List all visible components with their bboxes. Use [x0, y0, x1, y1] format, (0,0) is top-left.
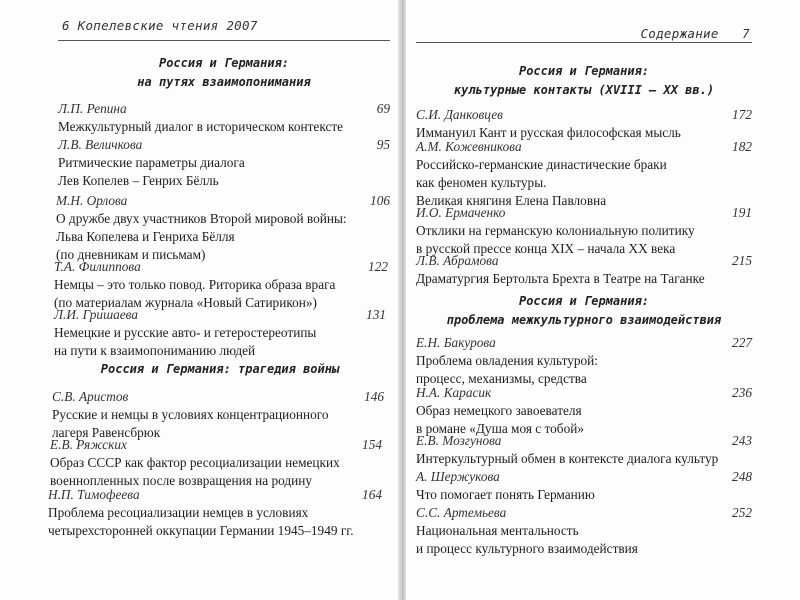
toc-entry[interactable]: [416, 468, 752, 504]
entry-page-number: 172: [732, 107, 752, 122]
entry-page-number: 164: [362, 487, 382, 502]
entry-title-line: и процесс культурного взаимодействия: [416, 541, 638, 556]
entry-title-line: Интеркультурный обмен в контексте диалога культур: [416, 451, 719, 466]
right-page: [406, 0, 800, 600]
entry-title-line: Великая княгиня Елена Павловна: [416, 193, 607, 208]
entry-page-number: 248: [732, 469, 752, 484]
toc-entry[interactable]: [54, 306, 386, 360]
entry-author: Л.В. Величкова: [58, 137, 143, 152]
entry-title-line: процесс, механизмы, средства: [416, 371, 587, 386]
entry-author: Т.А. Филиппова: [54, 259, 141, 274]
toc-entry[interactable]: [416, 504, 752, 558]
section-title: [54, 360, 386, 379]
section-title: [416, 292, 752, 330]
entry-page-number: 191: [732, 205, 752, 220]
entry-page-number: 215: [732, 253, 752, 268]
entry-page-number: 252: [732, 505, 752, 520]
entry-title-line: Что помогает понять Германию: [416, 487, 595, 502]
section-title-line: Россия и Германия: трагедия войны: [100, 362, 340, 376]
entry-title-line: Образ немецкого завоевателя: [416, 403, 582, 418]
entry-title-line: Проблема овладения культурой:: [416, 353, 598, 368]
entry-page-number: 182: [732, 139, 752, 154]
entry-author: Н.П. Тимофеева: [48, 487, 140, 502]
entry-title-line: Проблема ресоциализации немцев в условиях: [48, 505, 309, 520]
left-page: [0, 0, 398, 600]
entry-page-number: 131: [366, 307, 386, 322]
entry-title-line: Иммануил Кант и русская философская мысль: [416, 125, 681, 140]
section-title: [58, 54, 390, 92]
entry-title-line: (по дневникам и письмам): [56, 247, 206, 262]
header-rule-right: [416, 42, 752, 43]
entry-author: С.И. Данковцев: [416, 107, 503, 122]
entry-title-line: в русской прессе конца XIX – начала XX века: [416, 241, 676, 256]
toc-entry[interactable]: [48, 486, 384, 540]
entry-title-line: Драматургия Бертольта Брехта в Театре на Таганке: [416, 271, 705, 286]
entry-author: Л.И. Гришаева: [54, 307, 138, 322]
entry-author: Л.В. Абрамова: [416, 253, 499, 268]
entry-page-number: 69: [376, 101, 390, 116]
entry-title-line: как феномен культуры.: [416, 175, 547, 190]
toc-entry[interactable]: [416, 334, 752, 388]
entry-author: Л.П. Репина: [58, 101, 127, 116]
entry-title-line: Немцы – это только повод. Риторика образа врага: [54, 277, 336, 292]
toc-entry[interactable]: [50, 436, 384, 490]
toc-entry[interactable]: [52, 388, 386, 442]
toc-entry[interactable]: [416, 252, 752, 288]
entry-title-line: Лев Копелев – Генрих Бёлль: [58, 173, 219, 188]
toc-entry[interactable]: [416, 384, 752, 438]
toc-entry[interactable]: [416, 204, 752, 258]
entry-author: Е.В. Мозгунова: [416, 433, 502, 448]
section-title-line: Россия и Германия:: [518, 64, 650, 78]
entry-title-line: четырехсторонней оккупации Германии 1945–1949 гг.: [48, 523, 354, 538]
toc-entry[interactable]: [54, 258, 388, 312]
header-rule-left: [58, 40, 390, 41]
section-title-line: проблема межкультурного взаимодействия: [446, 313, 722, 327]
entry-page-number: 227: [732, 335, 752, 350]
entry-title-line: на пути к взаимопониманию людей: [54, 343, 256, 358]
toc-entry[interactable]: [416, 106, 752, 142]
book-spine: [398, 0, 406, 600]
entry-title-line: Ритмические параметры диалога: [58, 155, 245, 170]
entry-author: А. Шержукова: [416, 469, 500, 484]
entry-page-number: 154: [362, 437, 382, 452]
entry-title-line: Немецкие и русские авто- и гетеростереотипы: [54, 325, 317, 340]
toc-entry[interactable]: [58, 100, 390, 136]
entry-author: С.В. Аристов: [52, 389, 129, 404]
entry-title-line: военнопленных после возвращения на родину: [50, 473, 313, 488]
entry-author: Е.Н. Бакурова: [416, 335, 496, 350]
entry-title-line: Льва Копелева и Генриха Бёлля: [56, 229, 235, 244]
entry-title-line: в романе «Душа моя с тобой»: [416, 421, 584, 436]
entry-page-number: 95: [376, 137, 390, 152]
entry-title-line: Образ СССР как фактор ресоциализации немецких: [50, 455, 340, 470]
entry-author: С.С. Артемьева: [416, 505, 507, 520]
entry-title-line: О дружбе двух участников Второй мировой войны:: [56, 211, 347, 226]
toc-entry[interactable]: [58, 136, 390, 190]
entry-page-number: 146: [364, 389, 384, 404]
entry-title-line: Межкультурный диалог в историческом контексте: [58, 119, 344, 134]
entry-title-line: (по материалам журнала «Новый Сатирикон»): [54, 295, 317, 310]
entry-title-line: лагеря Равенсбрюк: [52, 425, 161, 440]
entry-title-line: Российско-германские династические браки: [416, 157, 667, 172]
entry-author: Е.В. Ряжских: [50, 437, 127, 452]
section-title-line: Россия и Германия:: [518, 294, 650, 308]
entry-page-number: 122: [368, 259, 388, 274]
entry-page-number: 106: [370, 193, 390, 208]
entry-author: И.О. Ермаченко: [416, 205, 506, 220]
entry-title-line: Русские и немцы в условиях концентрационного: [52, 407, 329, 422]
entry-title-line: Отклики на германскую колониальную политику: [416, 223, 695, 238]
section-title-line: на путях взаимопонимания: [137, 75, 311, 89]
entry-page-number: 243: [732, 433, 752, 448]
entry-author: М.Н. Орлова: [56, 193, 128, 208]
toc-entry[interactable]: [56, 192, 390, 264]
entry-page-number: 236: [732, 385, 752, 400]
section-title: [416, 62, 752, 100]
running-head-left: 6 Копелевские чтения 2007: [62, 18, 258, 33]
section-title-line: культурные контакты (XVIII – XX вв.): [453, 83, 715, 97]
section-title-line: Россия и Германия:: [158, 56, 290, 70]
entry-author: А.М. Кожевникова: [416, 139, 522, 154]
toc-entry[interactable]: [416, 138, 752, 210]
entry-title-line: Национальная ментальность: [416, 523, 579, 538]
toc-entry[interactable]: [416, 432, 752, 468]
running-head-right: Содержание 7: [640, 26, 750, 41]
entry-author: Н.А. Карасик: [416, 385, 492, 400]
